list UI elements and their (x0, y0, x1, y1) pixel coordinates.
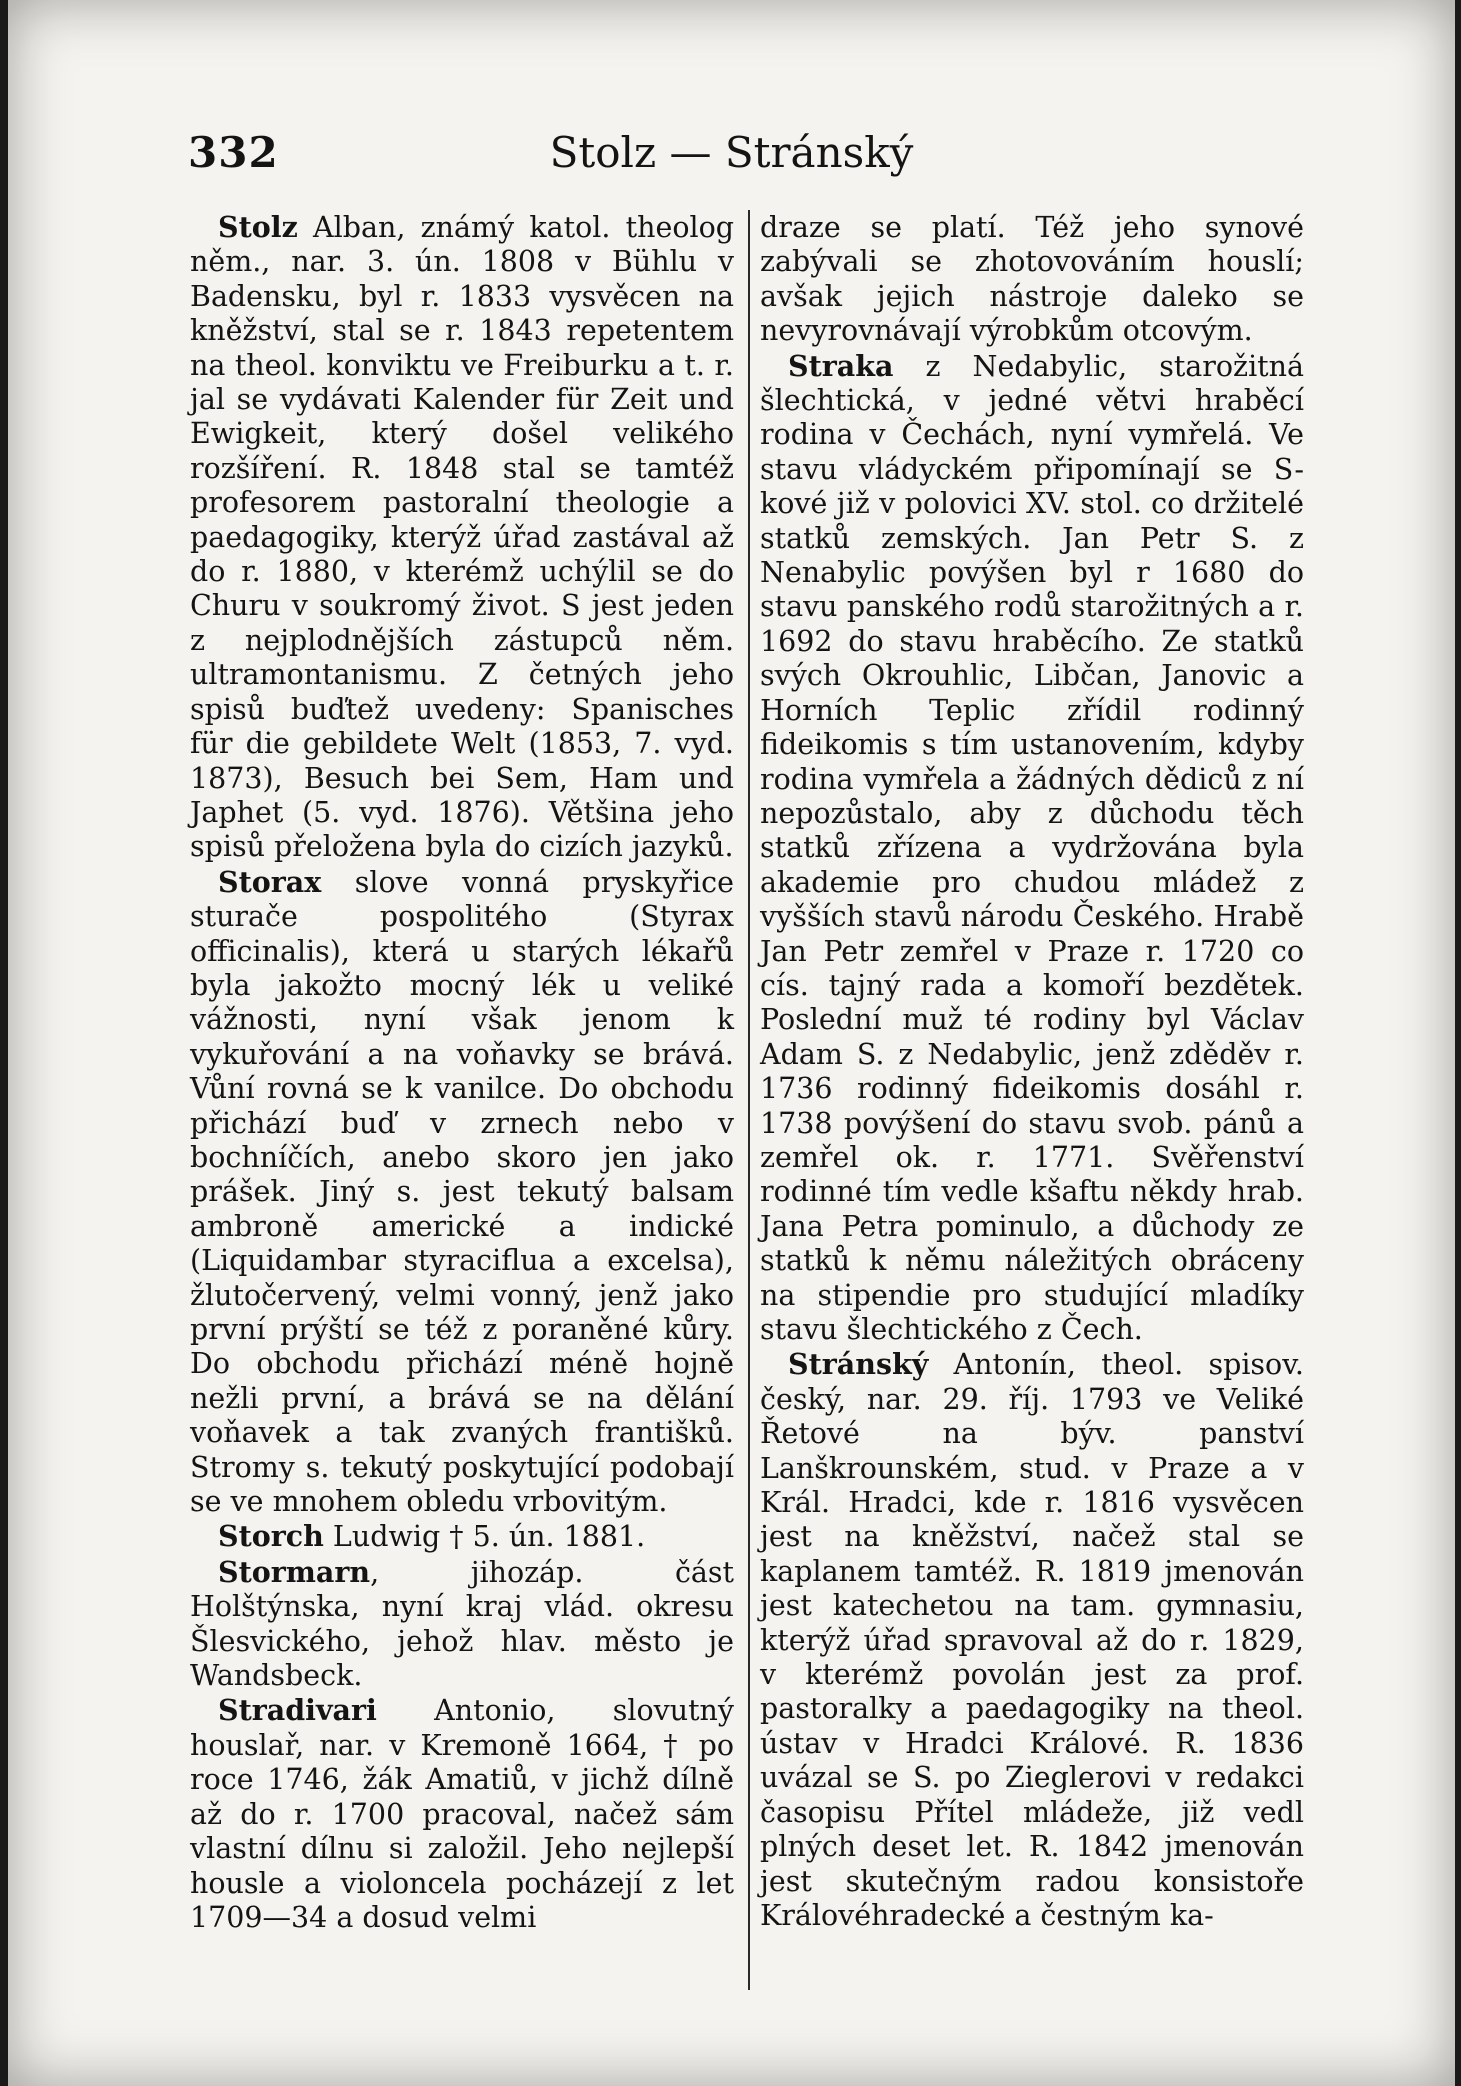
entry-head: Storch (218, 1519, 324, 1554)
entry-stradivari-continued (760, 210, 1304, 349)
entry-stradivari (190, 1693, 734, 1935)
entry-head: Storax (218, 864, 322, 899)
column-divider (748, 210, 750, 1990)
entry-stolz (190, 210, 734, 865)
entry-head: Stormarn (218, 1554, 371, 1589)
entry-text: Ludwig † 5. ún. 1881. (323, 1520, 646, 1554)
entry-stormarn (190, 1555, 734, 1694)
entry-storch (190, 1519, 734, 1554)
page-header (8, 128, 1455, 188)
page-number: 332 (188, 128, 279, 177)
left-column (190, 210, 734, 1935)
entry-head: Stránský (788, 1347, 929, 1382)
entry-text: Antonio, slovutný houslař, nar. v Kremoně 1664, † po roce 1746, žák Amatiů, v jichž dílně až do r. 1700 pracoval, načež sám vlastní dílnu si založil. Jeho nejlepší housle a violoncela pocházejí z let 1709—34 a dosud velmi (190, 1694, 734, 1934)
entry-text: slove vonná pryskyřice sturače pospolitého (Styrax officinalis), která u starých lékařů byla jakožto mocný lék u veliké vážnosti, nyní však jenom k vykuřování a na voňavky se brává. Vůní rovná se k vanilce. Do obchodu přichází buď v zrnech nebo v bochníčích, anebo skoro jen jako prášek. Jiný s. jest tekutý balsam ambroně americké a indické (Liquidambar styraciflua a excelsa), žlutočervený, velmi vonný, jenž jako první prýští se též z poraněné kůry. Do obchodu přichází méně hojně nežli první, a brává se na dělání voňavek a tak zvaných františků. Stromy s. tekutý poskytující podobají se ve mnohem obledu vrbovitým. (190, 865, 734, 1519)
entry-head: Stolz (218, 210, 298, 244)
entry-head: Stradivari (218, 1693, 377, 1728)
entry-text: Antonín, theol. spisov. český, nar. 29. říj. 1793 ve Veliké Řetové na býv. panství Lanškrounském, stud. v Praze a v Král. Hradci, kde r. 1816 vysvěcen jest na kněžství, načež stal se kaplanem tamtéž. R. 1819 jmenován jest katechetou na tam. gymnasiu, kterýž úřad spravoval až do r. 1829, v kterémž povolán jest za prof. pastoralky a paedagogiky na theol. ústav v Hradci Králové. R. 1836 uvázal se S. po Zieglerovi v redakci časopisu Přítel mládeže, již vedl plných deset let. R. 1842 jmenován jest skutečným radou konsistoře Královéhradecké a čestným ka- (760, 1348, 1304, 1932)
entry-text: , jihozáp. část Holštýnska, nyní kraj vlád. okresu Šlesvického, jehož hlav. město je Wandsbeck. (190, 1555, 734, 1693)
entry-text: z Nedabylic, starožitná šlechtická, v jedné větvi hraběcí rodina v Čechách, nyní vymřelá. Ve stavu vládyckém připomínají se S-kové již v polovici XV. stol. co držitelé statků zemských. Jan Petr S. z Nenabylic povýšen byl r 1680 do stavu panského rodů starožitných a r. 1692 do stavu hraběcího. Ze statků svých Okrouhlic, Libčan, Janovic a Horních Teplic zřídil rodinný fideikomis s tím ustanovením, kdyby rodina vymřela a žádných dědiců z ní nepozůstalo, aby z důchodu těch statků zřízena a vydržována byla akademie pro chudou mládež z vyšších stavů národu Českého. Hrabě Jan Petr zemřel v Praze r. 1720 co cís. tajný rada a komoří bezdětek. Poslední muž té rodiny byl Václav Adam S. z Nedabylic, jenž zděděv r. 1736 rodinný fideikomis dosáhl r. 1738 povýšení do stavu svob. pánů a zemřel ok. r. 1771. Svěřenství rodinné tím vedle kšaftu někdy hrab. Jana Petra pominulo, a důchody ze statků k němu náležitých obráceny na stipendie pro studující mladíky stavu šlechtického z Čech. (760, 349, 1304, 1346)
book-page (8, 0, 1455, 2086)
entry-text: draze se platí. Též jeho synové zabývali se zhotovováním houslí; avšak jejich nástroje daleko se nevyrovnávají výrobkům otcovým. (760, 211, 1304, 348)
entry-text: Alban, známý katol. theolog něm., nar. 3. ún. 1808 v Bühlu v Badensku, byl r. 1833 vysvěcen na kněžství, stal se r. 1843 repetentem na theol. konviktu ve Freiburku a t. r. jal se vydávati Kalender für Zeit und Ewigkeit, který došel velikého rozšíření. R. 1848 stal se tamtéž profesorem pastoralní theologie a paedagogiky, kterýž úřad zastával až do r. 1880, v kterémž uchýlil se do Churu v soukromý život. S jest jeden z nejplodnějších zástupců něm. ultramontanismu. Z četných jeho spisů buďtež uvedeny: Spanisches für die gebildete Welt (1853, 7. vyd. 1873), Besuch bei Sem, Ham und Japhet (5. vyd. 1876). Většina jeho spisů přeložena byla do cizích jazyků. (190, 211, 734, 864)
entry-storax (190, 865, 734, 1520)
right-column (760, 210, 1304, 1933)
running-title: Stolz — Stránský (549, 128, 914, 177)
entry-head: Straka (788, 348, 894, 383)
entry-stransky (760, 1347, 1304, 1933)
entry-straka (760, 349, 1304, 1348)
